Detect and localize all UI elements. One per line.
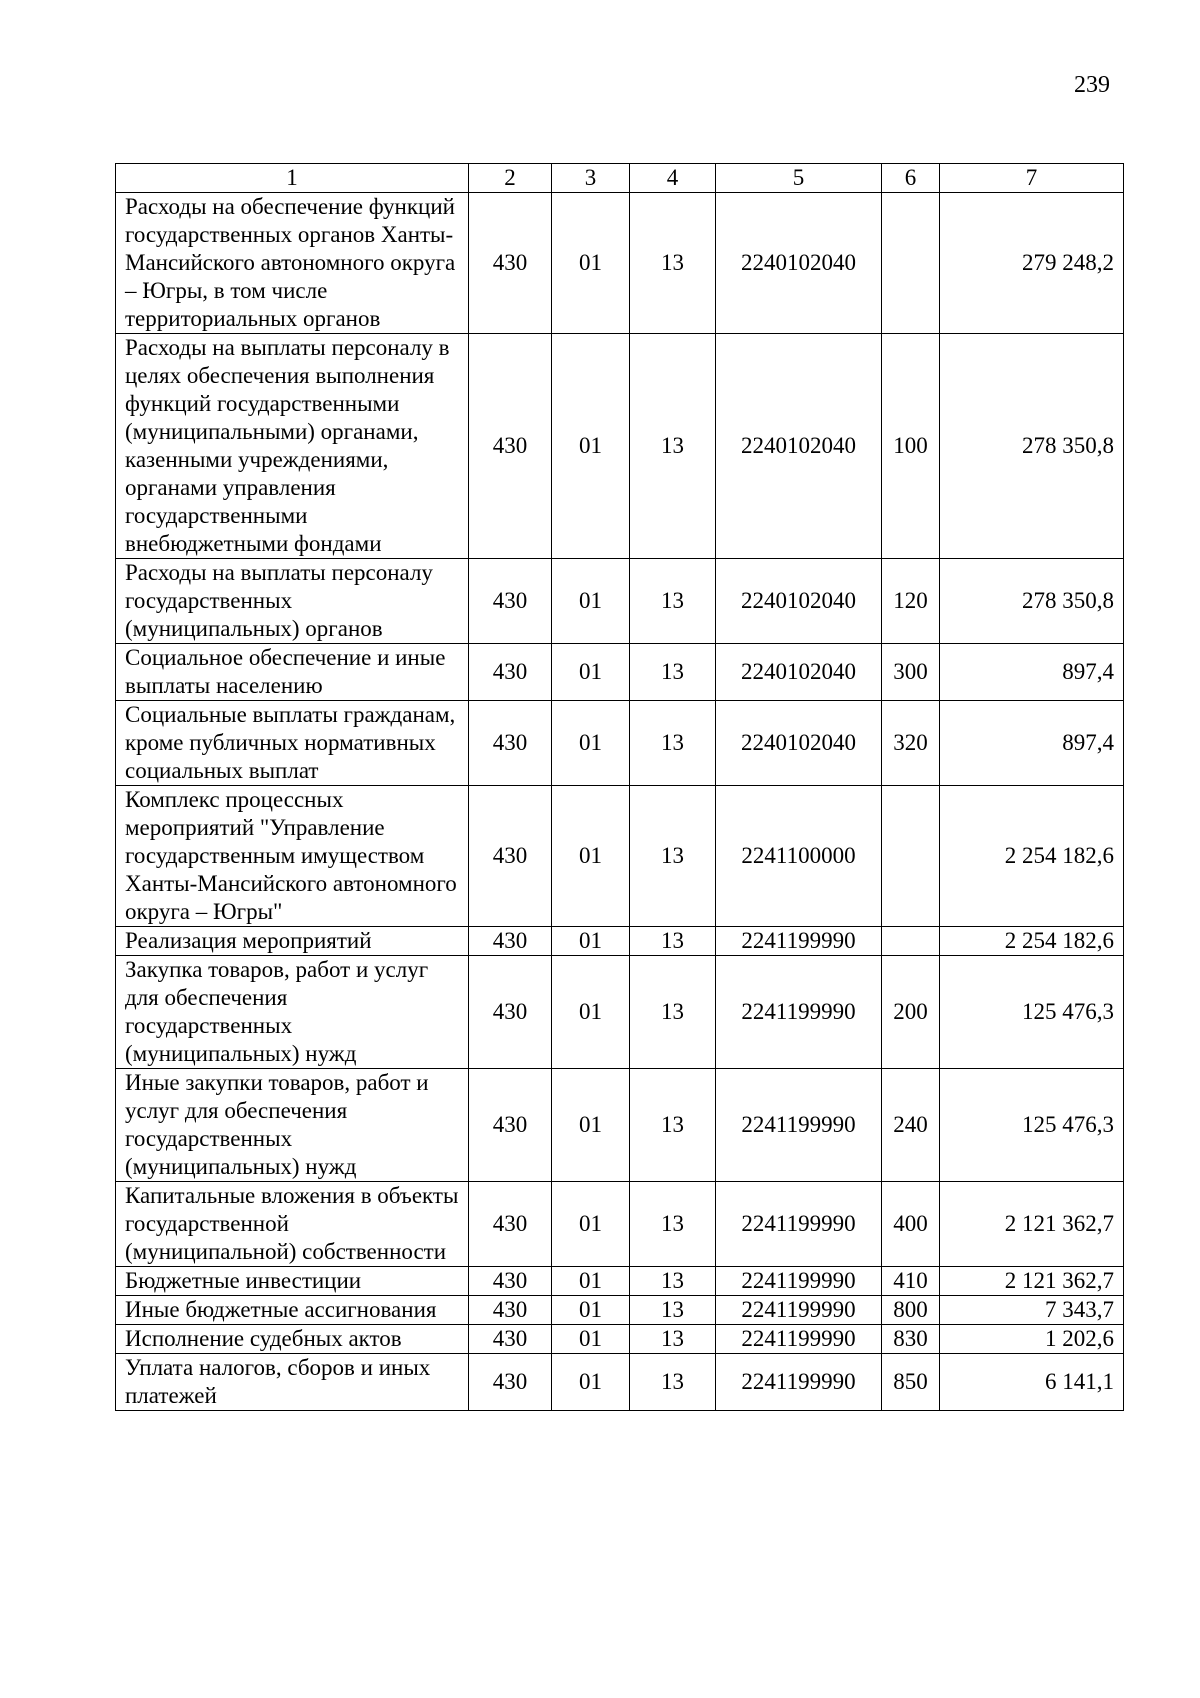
cell-amount: 1 202,6	[940, 1325, 1124, 1354]
cell-section-code: 01	[552, 1296, 630, 1325]
column-header: 1	[116, 164, 469, 193]
table-row	[116, 193, 1124, 334]
cell-section-code: 01	[552, 559, 630, 644]
cell-target-article: 2240102040	[716, 644, 882, 701]
cell-name: Реализация мероприятий	[116, 927, 469, 956]
cell-subsection-code: 13	[630, 644, 716, 701]
cell-name: Капитальные вложения в объекты государственной (муниципальной) собственности	[116, 1182, 469, 1267]
cell-section-code: 01	[552, 644, 630, 701]
page-number: 239	[1074, 72, 1110, 98]
cell-expense-type: 830	[882, 1325, 940, 1354]
column-header: 5	[716, 164, 882, 193]
cell-subsection-code: 13	[630, 1325, 716, 1354]
cell-name: Социальные выплаты гражданам, кроме публичных нормативных социальных выплат	[116, 701, 469, 786]
cell-target-article: 2240102040	[716, 193, 882, 334]
cell-ministry-code: 430	[469, 956, 552, 1069]
cell-target-article: 2241199990	[716, 1267, 882, 1296]
cell-section-code: 01	[552, 956, 630, 1069]
cell-name: Закупка товаров, работ и услуг для обеспечения государственных (муниципальных) нужд	[116, 956, 469, 1069]
cell-target-article: 2241199990	[716, 1296, 882, 1325]
cell-name: Исполнение судебных актов	[116, 1325, 469, 1354]
cell-section-code: 01	[552, 1354, 630, 1411]
cell-ministry-code: 430	[469, 193, 552, 334]
cell-expense-type	[882, 786, 940, 927]
table-row	[116, 927, 1124, 956]
cell-subsection-code: 13	[630, 786, 716, 927]
cell-name: Комплекс процессных мероприятий "Управление государственным имуществом Ханты-Мансийского автономного округа – Югры"	[116, 786, 469, 927]
table-row	[116, 786, 1124, 927]
cell-target-article: 2241199990	[716, 927, 882, 956]
cell-ministry-code: 430	[469, 559, 552, 644]
cell-ministry-code: 430	[469, 1296, 552, 1325]
table-row	[116, 1354, 1124, 1411]
cell-expense-type: 400	[882, 1182, 940, 1267]
cell-section-code: 01	[552, 786, 630, 927]
cell-subsection-code: 13	[630, 1267, 716, 1296]
cell-amount: 897,4	[940, 644, 1124, 701]
cell-name: Иные бюджетные ассигнования	[116, 1296, 469, 1325]
cell-ministry-code: 430	[469, 701, 552, 786]
cell-expense-type: 300	[882, 644, 940, 701]
cell-target-article: 2241199990	[716, 1182, 882, 1267]
cell-ministry-code: 430	[469, 786, 552, 927]
cell-amount: 7 343,7	[940, 1296, 1124, 1325]
table-row	[116, 644, 1124, 701]
cell-subsection-code: 13	[630, 1182, 716, 1267]
cell-subsection-code: 13	[630, 1296, 716, 1325]
cell-amount: 2 254 182,6	[940, 786, 1124, 927]
cell-section-code: 01	[552, 1325, 630, 1354]
cell-expense-type	[882, 193, 940, 334]
cell-expense-type: 100	[882, 334, 940, 559]
cell-name: Расходы на обеспечение функций государственных органов Ханты-Мансийского автономного округа – Югры, в том числе территориальных органов	[116, 193, 469, 334]
cell-target-article: 2240102040	[716, 701, 882, 786]
cell-ministry-code: 430	[469, 1182, 552, 1267]
cell-target-article: 2241199990	[716, 1354, 882, 1411]
cell-section-code: 01	[552, 927, 630, 956]
cell-amount: 125 476,3	[940, 1069, 1124, 1182]
table-body	[116, 193, 1124, 1411]
cell-ministry-code: 430	[469, 1069, 552, 1182]
cell-name: Иные закупки товаров, работ и услуг для обеспечения государственных (муниципальных) нужд	[116, 1069, 469, 1182]
cell-section-code: 01	[552, 1182, 630, 1267]
cell-ministry-code: 430	[469, 644, 552, 701]
cell-subsection-code: 13	[630, 559, 716, 644]
cell-subsection-code: 13	[630, 701, 716, 786]
cell-ministry-code: 430	[469, 927, 552, 956]
cell-expense-type: 240	[882, 1069, 940, 1182]
cell-ministry-code: 430	[469, 334, 552, 559]
cell-amount: 2 121 362,7	[940, 1182, 1124, 1267]
table-row	[116, 701, 1124, 786]
cell-subsection-code: 13	[630, 193, 716, 334]
table-header-row	[116, 164, 1124, 193]
column-header: 7	[940, 164, 1124, 193]
cell-target-article: 2241199990	[716, 1069, 882, 1182]
cell-section-code: 01	[552, 334, 630, 559]
table-row	[116, 1182, 1124, 1267]
cell-ministry-code: 430	[469, 1354, 552, 1411]
cell-name: Бюджетные инвестиции	[116, 1267, 469, 1296]
cell-amount: 278 350,8	[940, 334, 1124, 559]
cell-subsection-code: 13	[630, 927, 716, 956]
table-row	[116, 1296, 1124, 1325]
cell-ministry-code: 430	[469, 1325, 552, 1354]
cell-section-code: 01	[552, 1069, 630, 1182]
cell-subsection-code: 13	[630, 1354, 716, 1411]
cell-subsection-code: 13	[630, 334, 716, 559]
cell-target-article: 2240102040	[716, 559, 882, 644]
cell-expense-type: 120	[882, 559, 940, 644]
cell-amount: 6 141,1	[940, 1354, 1124, 1411]
budget-table	[115, 163, 1124, 1411]
table-row	[116, 334, 1124, 559]
cell-amount: 2 254 182,6	[940, 927, 1124, 956]
table-row	[116, 956, 1124, 1069]
cell-amount: 2 121 362,7	[940, 1267, 1124, 1296]
column-header: 6	[882, 164, 940, 193]
cell-expense-type: 410	[882, 1267, 940, 1296]
cell-ministry-code: 430	[469, 1267, 552, 1296]
cell-target-article: 2241100000	[716, 786, 882, 927]
cell-amount: 278 350,8	[940, 559, 1124, 644]
column-header: 3	[552, 164, 630, 193]
cell-section-code: 01	[552, 193, 630, 334]
cell-expense-type: 320	[882, 701, 940, 786]
cell-amount: 125 476,3	[940, 956, 1124, 1069]
cell-name: Расходы на выплаты персоналу государственных (муниципальных) органов	[116, 559, 469, 644]
cell-expense-type: 850	[882, 1354, 940, 1411]
cell-target-article: 2241199990	[716, 1325, 882, 1354]
cell-subsection-code: 13	[630, 1069, 716, 1182]
cell-expense-type: 800	[882, 1296, 940, 1325]
table-row	[116, 1267, 1124, 1296]
table-row	[116, 559, 1124, 644]
cell-name: Уплата налогов, сборов и иных платежей	[116, 1354, 469, 1411]
cell-amount: 897,4	[940, 701, 1124, 786]
cell-name: Расходы на выплаты персоналу в целях обеспечения выполнения функций государственными (муниципальными) органами, казенными учреждениями, органами управления государственными внебюджетными фондами	[116, 334, 469, 559]
cell-expense-type: 200	[882, 956, 940, 1069]
cell-amount: 279 248,2	[940, 193, 1124, 334]
column-header: 2	[469, 164, 552, 193]
cell-expense-type	[882, 927, 940, 956]
column-header: 4	[630, 164, 716, 193]
cell-target-article: 2240102040	[716, 334, 882, 559]
cell-name: Социальное обеспечение и иные выплаты населению	[116, 644, 469, 701]
table-row	[116, 1325, 1124, 1354]
cell-section-code: 01	[552, 1267, 630, 1296]
cell-subsection-code: 13	[630, 956, 716, 1069]
cell-section-code: 01	[552, 701, 630, 786]
table-row	[116, 1069, 1124, 1182]
cell-target-article: 2241199990	[716, 956, 882, 1069]
